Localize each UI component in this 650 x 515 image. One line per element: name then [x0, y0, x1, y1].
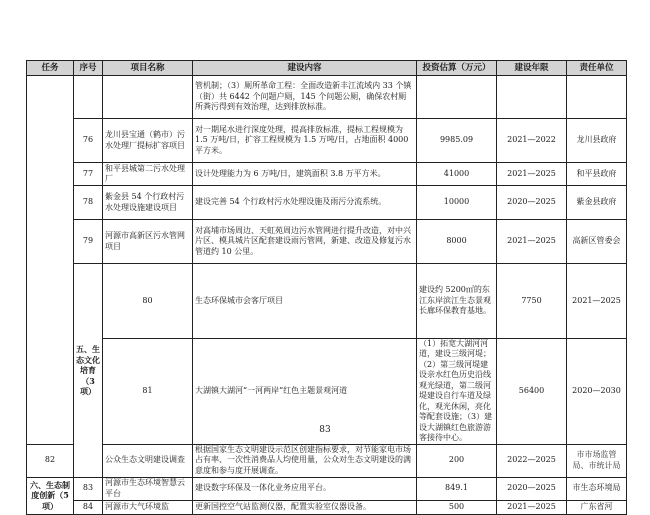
- no-cell: 81: [103, 338, 193, 444]
- header-years: 建设年限: [497, 61, 567, 76]
- name-cell: [103, 76, 193, 119]
- table-header-row: [27, 61, 627, 76]
- no-cell: 78: [74, 186, 103, 220]
- years-cell: 2022—2025: [497, 444, 567, 477]
- header-no: 序号: [74, 61, 103, 76]
- table-row: [27, 444, 627, 477]
- table-row: [27, 76, 627, 119]
- content-cell: 对高埔市场周边、天虹苑周边污水管网进行提升改造，对中兴片区、模具城片区配套建设雨污管网，新建、改造及修复污水管道约 10 公里。: [193, 220, 417, 264]
- table-row: [27, 264, 627, 339]
- years-cell: 2020—2030: [567, 338, 627, 444]
- content-cell: 建设完善 54 个行政村污水处理设施及雨污分流系统。: [193, 186, 417, 220]
- no-cell: 80: [103, 264, 193, 339]
- name-cell: 河源市大气环境监: [103, 500, 193, 514]
- table-row: [27, 500, 627, 514]
- years-cell: 2021—2025: [497, 220, 567, 264]
- invest-cell: 7750: [497, 264, 567, 339]
- name-cell: 生态环保城市会客厅项目: [193, 264, 417, 339]
- table-row: [27, 186, 627, 220]
- header-invest: 投资估算（万元）: [417, 61, 497, 76]
- years-cell: 2021—2022: [497, 119, 567, 163]
- years-cell: 2021—2025: [497, 163, 567, 186]
- invest-cell: [417, 76, 497, 119]
- header-name: 项目名称: [103, 61, 193, 76]
- name-cell: 和平县城第二污水处理厂: [103, 163, 193, 186]
- table-row: [27, 477, 627, 500]
- content-cell: 设计处理能力为 6 万吨/日，建筑面积 3.8 万平方米。: [193, 163, 417, 186]
- unit-cell: 高新区管委会: [567, 220, 627, 264]
- unit-cell: 紫金县政府: [567, 186, 627, 220]
- unit-cell: 龙川县政府: [567, 119, 627, 163]
- no-cell: 76: [74, 119, 103, 163]
- unit-cell: 市市场监管局、市统计局: [567, 444, 627, 477]
- invest-cell: 10000: [417, 186, 497, 220]
- content-cell: 建设数字环保及一体化业务应用平台。: [193, 477, 417, 500]
- table-row: [27, 163, 627, 186]
- name-cell: 紫金县 54 个行政村污水处理设施建设项目: [103, 186, 193, 220]
- table-row: [27, 220, 627, 264]
- no-cell: 84: [74, 500, 103, 514]
- invest-cell: 200: [417, 444, 497, 477]
- invest-cell: 8000: [417, 220, 497, 264]
- page-number: 83: [319, 425, 331, 435]
- no-cell: 82: [27, 444, 74, 477]
- header-task: 任务: [27, 61, 74, 76]
- no-cell: 83: [74, 477, 103, 500]
- invest-cell: 41000: [417, 163, 497, 186]
- unit-cell: 和平县政府: [567, 163, 627, 186]
- years-cell: 2021—2025: [497, 500, 567, 514]
- no-cell: 77: [74, 163, 103, 186]
- name-cell: 公众生态文明建设调查: [103, 444, 193, 477]
- unit-cell: [567, 76, 627, 119]
- content-cell: 管机制；（3）厕所革命工程：全面改造新丰江流域内 33 个镇（街）共 6442 个问题户厕，145 个问题公厕，确保农村厕所粪污得到有效治理，达到排放标准。: [193, 76, 417, 119]
- content-cell: 建设约 5200㎡的东江东岸滨江生态景观长廊环保教育基地。: [417, 264, 497, 339]
- invest-cell: 500: [417, 500, 497, 514]
- no-cell: 79: [74, 220, 103, 264]
- content-cell: 更新国控空气站监测仪器，配置实验室仪器设备。: [193, 500, 417, 514]
- name-cell: 龙川县宝通（鹤市）污水处理厂提标扩容项目: [103, 119, 193, 163]
- task-cell-culture: 五、生态文化培育（3项）: [74, 264, 103, 478]
- content-cell: 根据国家生态文明建设示范区创建指标要求，对节能家电市场占有率、一次性消费品人均使用量，公众对生态文明建设的满意度和参与度开展调查。: [193, 444, 417, 477]
- name-cell: 大湖镇大湖河“一河两岸”红色主题景观河道: [193, 338, 417, 444]
- invest-cell: 849.1: [417, 477, 497, 500]
- unit-cell: 市生态环境局: [567, 477, 627, 500]
- task-cell-prev: [27, 76, 74, 445]
- invest-cell: 56400: [497, 338, 567, 444]
- name-cell: 河源市生态环境智慧云平台: [103, 477, 193, 500]
- name-cell: 河源市高新区污水管网项目: [103, 220, 193, 264]
- table-row: [27, 119, 627, 163]
- task-cell-system: 六、生态制度创新（5项）: [27, 477, 74, 514]
- years-cell: 2020—2025: [497, 186, 567, 220]
- project-table: [26, 60, 627, 515]
- no-cell: [74, 76, 103, 119]
- content-cell: 对一期尾水进行深度处理，提高排放标准，提标工程规模为 1.5 万吨/日，扩容工程规模为 1.5 万吨/日，占地面积 4000 平方米。: [193, 119, 417, 163]
- invest-cell: 9985.09: [417, 119, 497, 163]
- header-unit: 责任单位: [567, 61, 627, 76]
- content-cell: （1）拓宽大湖河河道，建设三级河堤；（2）第三级河堤建设亲水红色历史沿线观光绿道，第二级河堤建设自行车道及绿化，观光休闲，亮化等配套设施；（3）建设大湖镇红色旅游游客接待中心。: [417, 338, 497, 444]
- header-content: 建设内容: [193, 61, 417, 76]
- years-cell: [497, 76, 567, 119]
- years-cell: 2021—2025: [567, 264, 627, 339]
- years-cell: 2020—2025: [497, 477, 567, 500]
- unit-cell: 广东省河: [567, 500, 627, 514]
